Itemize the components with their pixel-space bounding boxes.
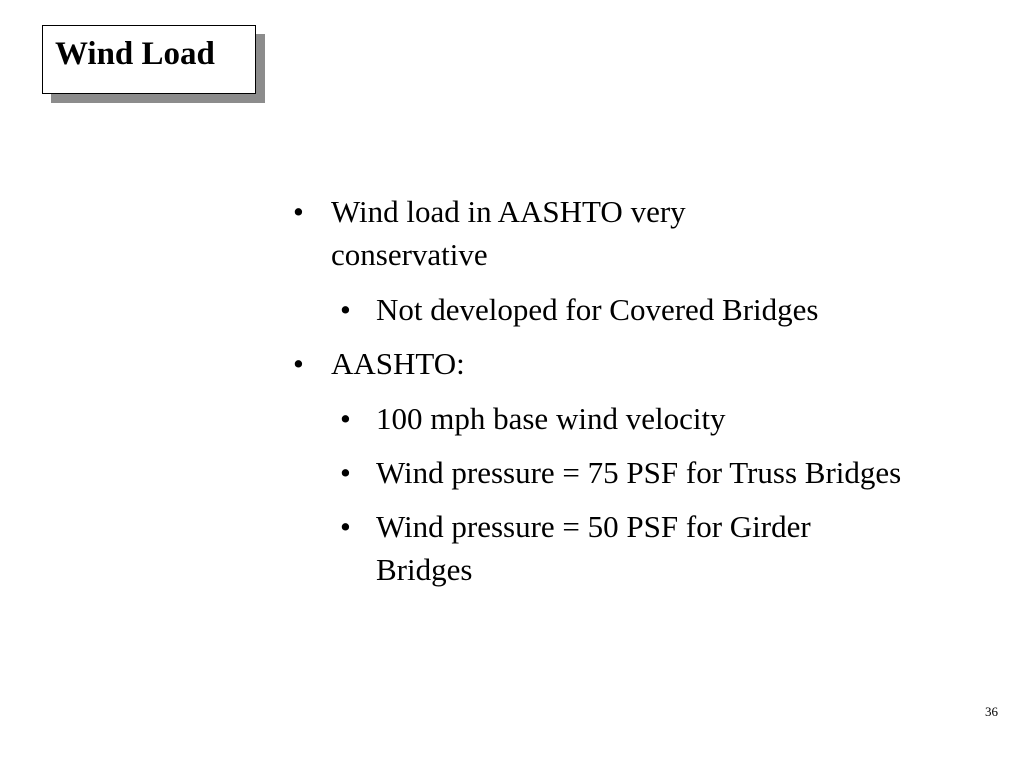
bullet-item-level-2 [290, 397, 906, 440]
page-number: 36 [985, 704, 998, 719]
bullet-item-level-2 [290, 288, 906, 331]
bullet-text: AASHTO: [331, 346, 465, 381]
bullet-list [290, 190, 930, 591]
bullet-text: 100 mph base wind velocity [376, 401, 726, 436]
bullet-item-level-2 [290, 505, 906, 591]
slide-title: Wind Load [55, 36, 215, 72]
bullet-icon: • [340, 292, 351, 327]
bullet-icon: • [293, 346, 304, 381]
bullet-text: Not developed for Covered Bridges [376, 292, 819, 327]
bullet-item-level-2 [290, 451, 906, 494]
bullet-item-level-1 [290, 342, 761, 385]
bullet-icon: • [340, 509, 351, 544]
title-box [42, 25, 256, 94]
bullet-text: Wind pressure = 75 PSF for Truss Bridges [376, 455, 902, 490]
bullet-icon: • [340, 401, 351, 436]
bullet-text: Wind pressure = 50 PSF for Girder Bridges [376, 509, 811, 587]
bullet-icon: • [293, 194, 304, 229]
bullet-item-level-1 [290, 190, 761, 276]
bullet-text: Wind load in AASHTO very conservative [331, 194, 686, 272]
bullet-icon: • [340, 455, 351, 490]
